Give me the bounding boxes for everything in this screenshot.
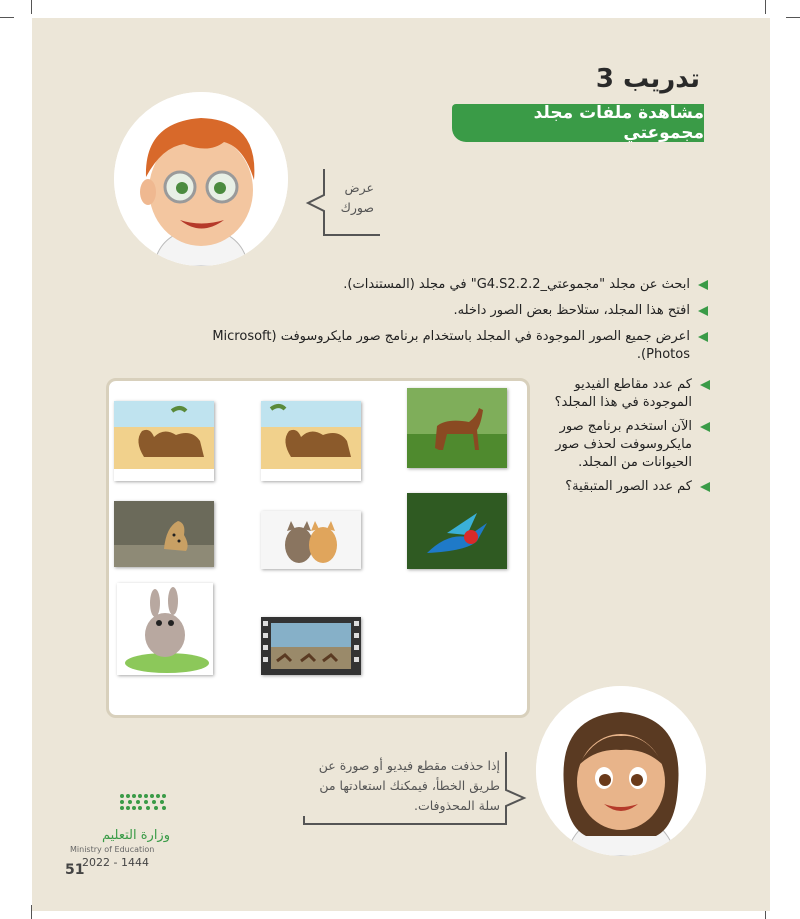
bubble-top-line2: صورك	[340, 200, 374, 215]
instruction-text: افتح هذا المجلد، ستلاحظ بعض الصور داخله.	[453, 303, 690, 318]
leopard-image	[114, 501, 214, 567]
speech-bubble-bottom-text	[300, 756, 500, 816]
thumbnail-horse[interactable]	[407, 388, 507, 468]
page-number: 51	[65, 862, 85, 878]
camel-image	[261, 401, 361, 469]
bubble-bottom-line2: طريق الخطأ، فيمكنك استعادتها من	[319, 778, 500, 793]
speech-bubble-top-text	[326, 178, 374, 218]
crop-mark	[765, 0, 766, 14]
folder-thumbnails-panel	[106, 378, 530, 718]
academic-year: 2022 - 1444	[82, 856, 149, 869]
section-banner	[452, 104, 704, 142]
list-item	[540, 376, 710, 412]
page-title: تدريب 3	[595, 64, 700, 94]
thumbnail-rabbit-cartoon[interactable]	[117, 583, 213, 675]
thumbnail-camel-copy[interactable]	[114, 401, 214, 481]
list-item	[188, 276, 708, 294]
ministry-name-en: Ministry of Education	[70, 845, 155, 854]
video-film-icon	[261, 617, 361, 675]
kittens-image	[261, 511, 361, 569]
horse-image	[407, 388, 507, 468]
bullet-triangle-icon	[700, 380, 710, 390]
question-list	[540, 376, 710, 502]
question-text: كم عدد مقاطع الفيديو الموجودة في هذا المجلد؟	[554, 377, 692, 410]
camel-image	[114, 401, 214, 469]
boy-illustration	[114, 92, 288, 266]
list-item	[188, 302, 708, 320]
list-item	[540, 418, 710, 472]
ministry-name-ar: وزارة التعليم	[101, 828, 170, 843]
girl-illustration	[536, 686, 706, 856]
crop-mark	[0, 17, 14, 18]
thumbnail-kittens[interactable]	[261, 511, 361, 569]
banner-label: مشاهدة ملفات مجلد مجموعتي	[533, 103, 704, 143]
girl-avatar	[536, 686, 706, 856]
list-item	[540, 478, 710, 496]
instruction-text: اعرض جميع الصور الموجودة في المجلد باستخدام برنامج صور مايكروسوفت (Microsoft Photos).	[212, 329, 690, 362]
bubble-top-line1: عرض	[344, 180, 374, 195]
thumbnail-horses-video[interactable]	[261, 617, 361, 675]
question-text: الآن استخدم برنامج صور مايكروسوفت لحذف صور الحيوانات من المجلد.	[555, 419, 692, 470]
boy-avatar	[114, 92, 288, 266]
question-text: كم عدد الصور المتبقية؟	[565, 479, 692, 494]
bullet-triangle-icon	[700, 482, 710, 492]
crop-mark	[31, 0, 32, 14]
bullet-triangle-icon	[698, 332, 708, 342]
instruction-text: ابحث عن مجلد "مجموعتي_G4.S2.2.2" في مجلد (المستندات).	[343, 277, 690, 292]
bubble-bottom-line1: إذا حذفت مقطع فيديو أو صورة عن	[318, 758, 500, 773]
bullet-triangle-icon	[698, 280, 708, 290]
ministry-logo	[70, 790, 170, 869]
instruction-list	[188, 276, 708, 372]
bullet-triangle-icon	[698, 306, 708, 316]
thumbnail-leopard[interactable]	[114, 501, 214, 567]
thumbnail-camel[interactable]	[261, 401, 361, 481]
list-item	[188, 328, 708, 364]
bubble-bottom-line3: سلة المحذوفات.	[414, 798, 500, 813]
bullet-triangle-icon	[700, 422, 710, 432]
parrot-image	[407, 493, 507, 569]
rabbit-cartoon-image	[117, 583, 213, 675]
thumbnail-parrot[interactable]	[407, 493, 507, 569]
ministry-dots-icon	[70, 790, 170, 820]
crop-mark	[786, 17, 800, 18]
